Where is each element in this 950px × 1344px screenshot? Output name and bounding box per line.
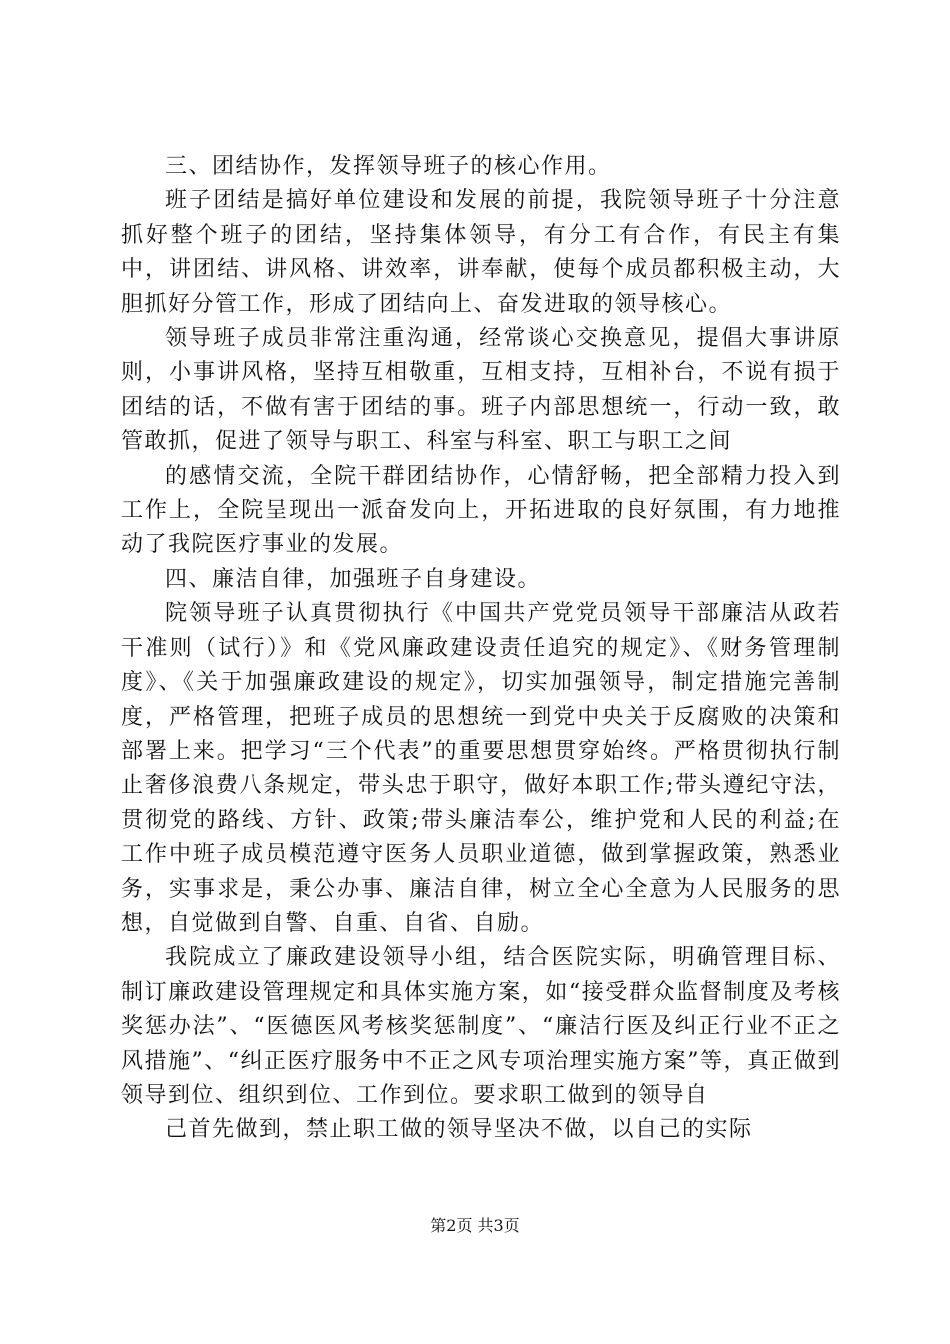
document-body bbox=[121, 150, 841, 1148]
paragraph-communication: 领导班子成员非常注重沟通，经常谈心交换意见，提倡大事讲原则，小事讲风格，坚持互相敬重，互相支持，互相补台，不说有损于团结的话，不做有害于团结的事。班子内部思想统一，行动一致，敢管敢抓，促进了领导与职工、科室与科室、职工与职工之间 bbox=[121, 326, 841, 455]
paragraph-anticorruption-group: 我院成立了廉政建设领导小组，结合医院实际，明确管理目标、制订廉政建设管理规定和具体实施方案，如“接受群众监督制度及考核奖惩办法”、“医德医风考核奖惩制度”、“廉洁行医及纠正行业不正之风措施”、“纠正医疗服务中不正之风专项治理实施方案”等，真正做到领导到位、组织到位、工作到位。要求职工做到的领导自 bbox=[121, 945, 841, 1108]
page-number-footer: 第2页 共3页 bbox=[430, 1216, 520, 1235]
paragraph-section-three-heading: 三、团结协作，发挥领导班子的核心作用。 bbox=[165, 154, 612, 179]
paragraph-team-unity: 班子团结是搞好单位建设和发展的前提，我院领导班子十分注意抓好整个班子的团结，坚持集体领导，有分工有合作，有民主有集中，讲团结、讲风格、讲效率，讲奉献，使每个成员都积极主动，大胆抓好分管工作，形成了团结向上、奋发进取的领导核心。 bbox=[121, 188, 841, 317]
paragraph-section-four-heading: 四、廉洁自律，加强班子自身建设。 bbox=[165, 566, 542, 592]
paragraph-integrity-regulations: 院领导班子认真贯彻执行《中国共产党党员领导干部廉洁从政若干准则（试行）》和《党风廉政建设责任追究的规定》、《财务管理制度》、《关于加强廉政建设的规定》，切实加强领导，制定措施完善制度，严格管理，把班子成员的思想统一到党中央关于反腐败的决策和部署上来。把学习“三个代表”的重要思想贯穿始终。严格贯彻执行制止奢侈浪费八条规定，带头忠于职守，做好本职工作;带头遵纪守法，贯彻党的路线、方针、政策;带头廉洁奉公，维护党和人民的利益;在工作中班子成员模范遵守医务人员职业道德，做到掌握政策，熟悉业务，实事求是，秉公办事、廉洁自律，树立全心全意为人民服务的思想，自觉做到自警、自重、自省、自励。 bbox=[121, 601, 841, 936]
paragraph-emotional-exchange: 的感情交流，全院干群团结协作，心情舒畅，把全部精力投入到工作上，全院呈现出一派奋发向上，开拓进取的良好氛围，有力地推动了我院医疗事业的发展。 bbox=[121, 463, 841, 558]
paragraph-leading-by-example: 己首先做到，禁止职工做的领导坚决不做，以自己的实际 bbox=[165, 1117, 753, 1143]
